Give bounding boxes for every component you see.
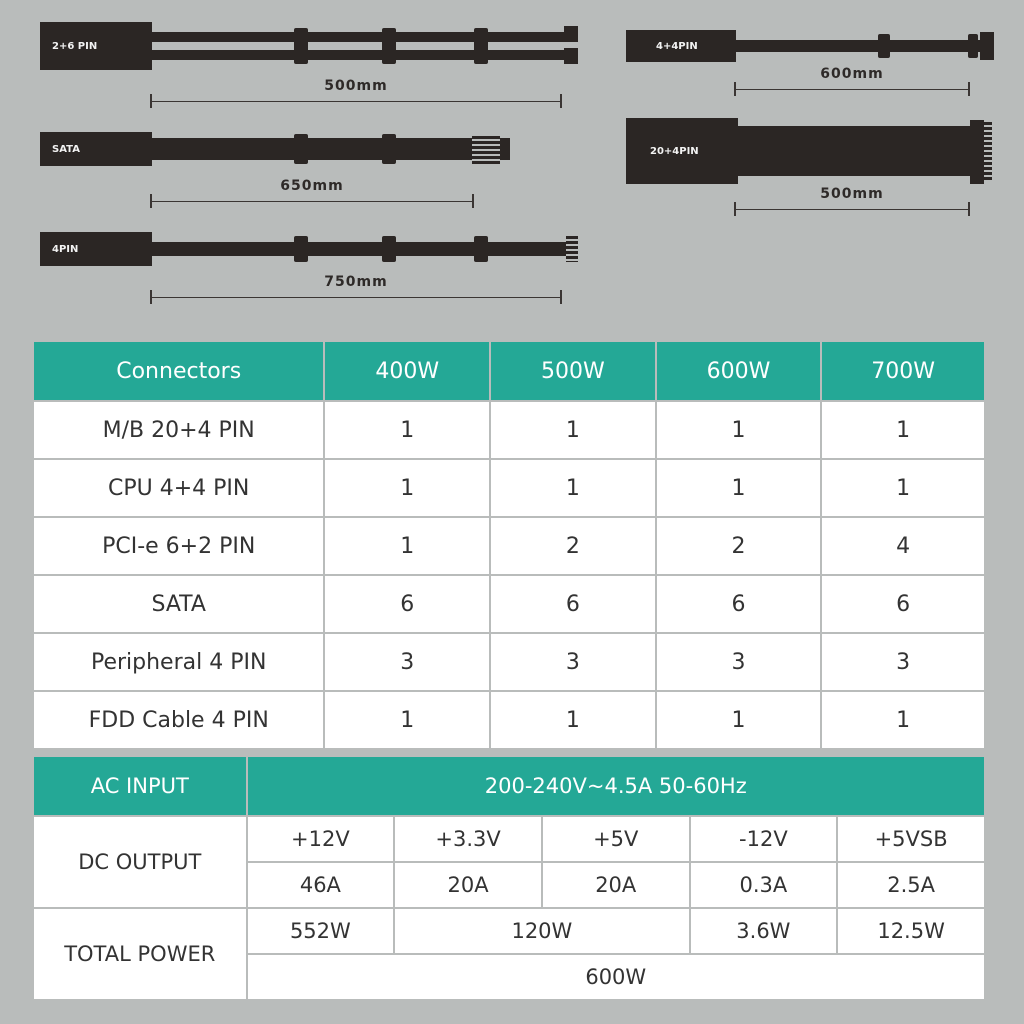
ac-input-row xyxy=(33,756,985,816)
table-cell: 1 xyxy=(490,691,656,749)
power-12v: 552W xyxy=(247,908,395,954)
total-power-value: 600W xyxy=(247,954,985,1000)
molex-cable xyxy=(40,232,585,268)
table-cell: 1 xyxy=(821,459,985,517)
table-cell: 1 xyxy=(324,459,490,517)
connector-name: PCI-e 6+2 PIN xyxy=(33,517,324,575)
mb-cable xyxy=(626,118,996,186)
spec-table xyxy=(32,755,986,1001)
voltage-cell: +3.3V xyxy=(394,816,542,862)
mb-length: 500mm xyxy=(820,186,884,202)
dc-voltage-row xyxy=(33,816,985,862)
table-row xyxy=(33,401,985,459)
power-3v3-5v: 120W xyxy=(394,908,689,954)
connectors-header-row xyxy=(33,341,985,401)
table-cell: 1 xyxy=(490,401,656,459)
voltage-cell: +5VSB xyxy=(837,816,985,862)
table-cell: 1 xyxy=(656,459,822,517)
sata-length-measure xyxy=(150,178,474,208)
molex-plug xyxy=(40,232,152,266)
pcie-plug xyxy=(40,22,152,70)
table-cell: 6 xyxy=(821,575,985,633)
sata-cable-label: SATA xyxy=(52,143,80,155)
connector-name: SATA xyxy=(33,575,324,633)
connector-name: CPU 4+4 PIN xyxy=(33,459,324,517)
cpu-length-measure xyxy=(734,66,970,96)
table-cell: 3 xyxy=(324,633,490,691)
table-cell: 1 xyxy=(324,517,490,575)
mb-plug xyxy=(626,118,738,184)
header-500w: 500W xyxy=(490,341,656,401)
header-400w: 400W xyxy=(324,341,490,401)
table-cell: 1 xyxy=(324,691,490,749)
table-cell: 1 xyxy=(656,401,822,459)
cpu-cable-label: 4+4PIN xyxy=(656,40,698,52)
table-cell: 1 xyxy=(821,401,985,459)
molex-length: 750mm xyxy=(324,274,388,290)
sata-plug xyxy=(40,132,152,166)
cpu-cable xyxy=(626,30,996,64)
voltage-cell: +12V xyxy=(247,816,395,862)
sata-length: 650mm xyxy=(280,178,344,194)
current-cell: 20A xyxy=(542,862,690,908)
table-cell: 6 xyxy=(656,575,822,633)
power-5vsb: 12.5W xyxy=(837,908,985,954)
connector-name: Peripheral 4 PIN xyxy=(33,633,324,691)
current-cell: 46A xyxy=(247,862,395,908)
cpu-plug xyxy=(626,30,736,62)
pcie-length: 500mm xyxy=(324,78,388,94)
ac-input-label: AC INPUT xyxy=(33,756,247,816)
pcie-cable xyxy=(40,22,580,72)
dc-output-label: DC OUTPUT xyxy=(33,816,247,908)
header-700w: 700W xyxy=(821,341,985,401)
table-cell: 3 xyxy=(821,633,985,691)
current-cell: 2.5A xyxy=(837,862,985,908)
cpu-length: 600mm xyxy=(820,66,884,82)
connectors-table xyxy=(32,340,986,750)
table-row xyxy=(33,575,985,633)
table-cell: 1 xyxy=(656,691,822,749)
header-600w: 600W xyxy=(656,341,822,401)
header-connectors: Connectors xyxy=(33,341,324,401)
total-power-label: TOTAL POWER xyxy=(33,908,247,1000)
table-row xyxy=(33,691,985,749)
ac-input-value: 200-240V~4.5A 50-60Hz xyxy=(247,756,985,816)
molex-cable-label: 4PIN xyxy=(52,243,79,255)
rail-power-row xyxy=(33,908,985,954)
molex-length-measure xyxy=(150,274,562,304)
table-cell: 1 xyxy=(324,401,490,459)
table-row xyxy=(33,517,985,575)
pcie-cable-label: 2+6 PIN xyxy=(52,40,98,52)
mb-cable-label: 20+4PIN xyxy=(650,145,699,157)
table-cell: 2 xyxy=(656,517,822,575)
mb-length-measure xyxy=(734,186,970,216)
table-cell: 3 xyxy=(490,633,656,691)
table-cell: 1 xyxy=(490,459,656,517)
connector-name: FDD Cable 4 PIN xyxy=(33,691,324,749)
pcie-length-measure xyxy=(150,78,562,108)
table-cell: 6 xyxy=(324,575,490,633)
table-row xyxy=(33,459,985,517)
current-cell: 20A xyxy=(394,862,542,908)
power-minus12v: 3.6W xyxy=(690,908,838,954)
current-cell: 0.3A xyxy=(690,862,838,908)
table-cell: 2 xyxy=(490,517,656,575)
table-cell: 6 xyxy=(490,575,656,633)
table-cell: 4 xyxy=(821,517,985,575)
voltage-cell: -12V xyxy=(690,816,838,862)
voltage-cell: +5V xyxy=(542,816,690,862)
sata-cable xyxy=(40,132,510,168)
connector-name: M/B 20+4 PIN xyxy=(33,401,324,459)
table-cell: 3 xyxy=(656,633,822,691)
table-cell: 1 xyxy=(821,691,985,749)
table-row xyxy=(33,633,985,691)
